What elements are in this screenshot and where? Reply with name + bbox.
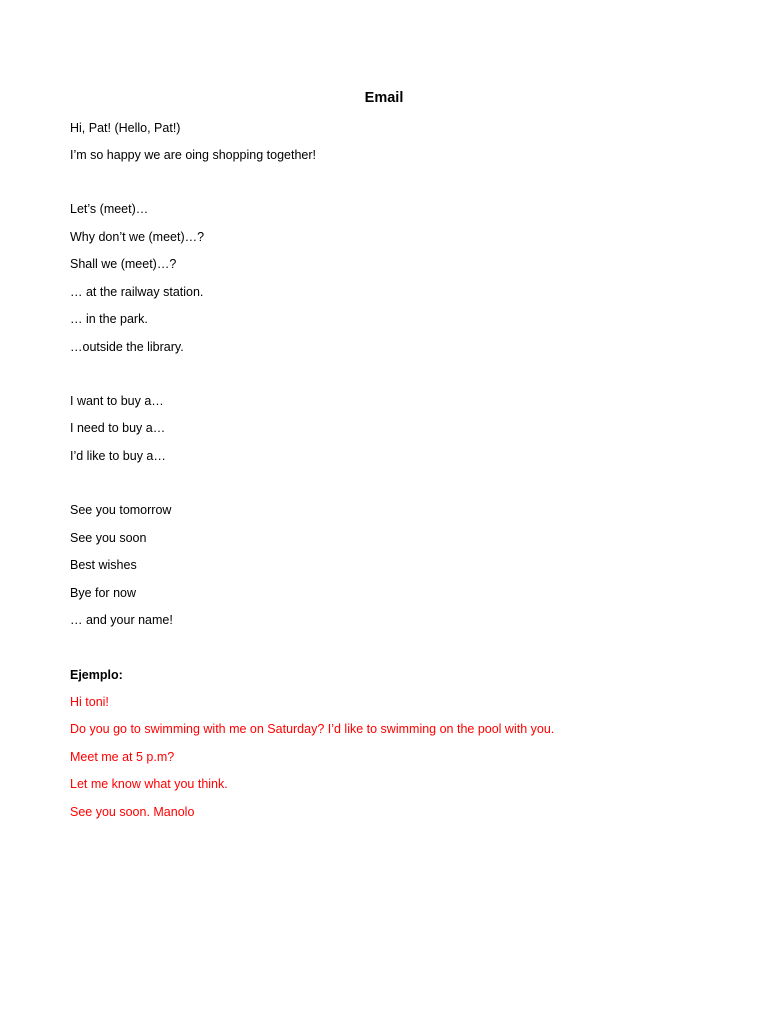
purpose-line: I need to buy a… <box>70 421 166 435</box>
closing-line: See you soon <box>70 531 147 545</box>
purpose-line: I want to buy a… <box>70 394 164 408</box>
closing-line: See you tomorrow <box>70 503 172 517</box>
suggestion-line: Let’s (meet)… <box>70 202 149 216</box>
place-line: … in the park. <box>70 312 148 326</box>
closing-line: … and your name! <box>70 613 173 627</box>
closing-line: Bye for now <box>70 586 137 600</box>
document-title: Email <box>364 90 404 106</box>
greeting-line: Hi, Pat! (Hello, Pat!) <box>70 121 181 135</box>
example-line: Let me know what you think. <box>70 777 228 791</box>
place-line: …outside the library. <box>70 340 184 354</box>
closing-line: Best wishes <box>70 558 137 572</box>
example-line: See you soon. Manolo <box>70 805 195 819</box>
place-line: … at the railway station. <box>70 285 204 299</box>
example-line: Meet me at 5 p.m? <box>70 750 175 764</box>
suggestion-line: Why don’t we (meet)…? <box>70 230 205 244</box>
purpose-line: I’d like to buy a… <box>70 449 166 463</box>
example-line: Hi toni! <box>70 695 109 709</box>
suggestion-line: Shall we (meet)…? <box>70 257 177 271</box>
example-heading: Ejemplo: <box>70 668 123 682</box>
example-line: Do you go to swimming with me on Saturday? I’d like to swimming on the pool with you. <box>70 722 555 736</box>
intro-line: I’m so happy we are oing shopping together! <box>70 148 316 162</box>
